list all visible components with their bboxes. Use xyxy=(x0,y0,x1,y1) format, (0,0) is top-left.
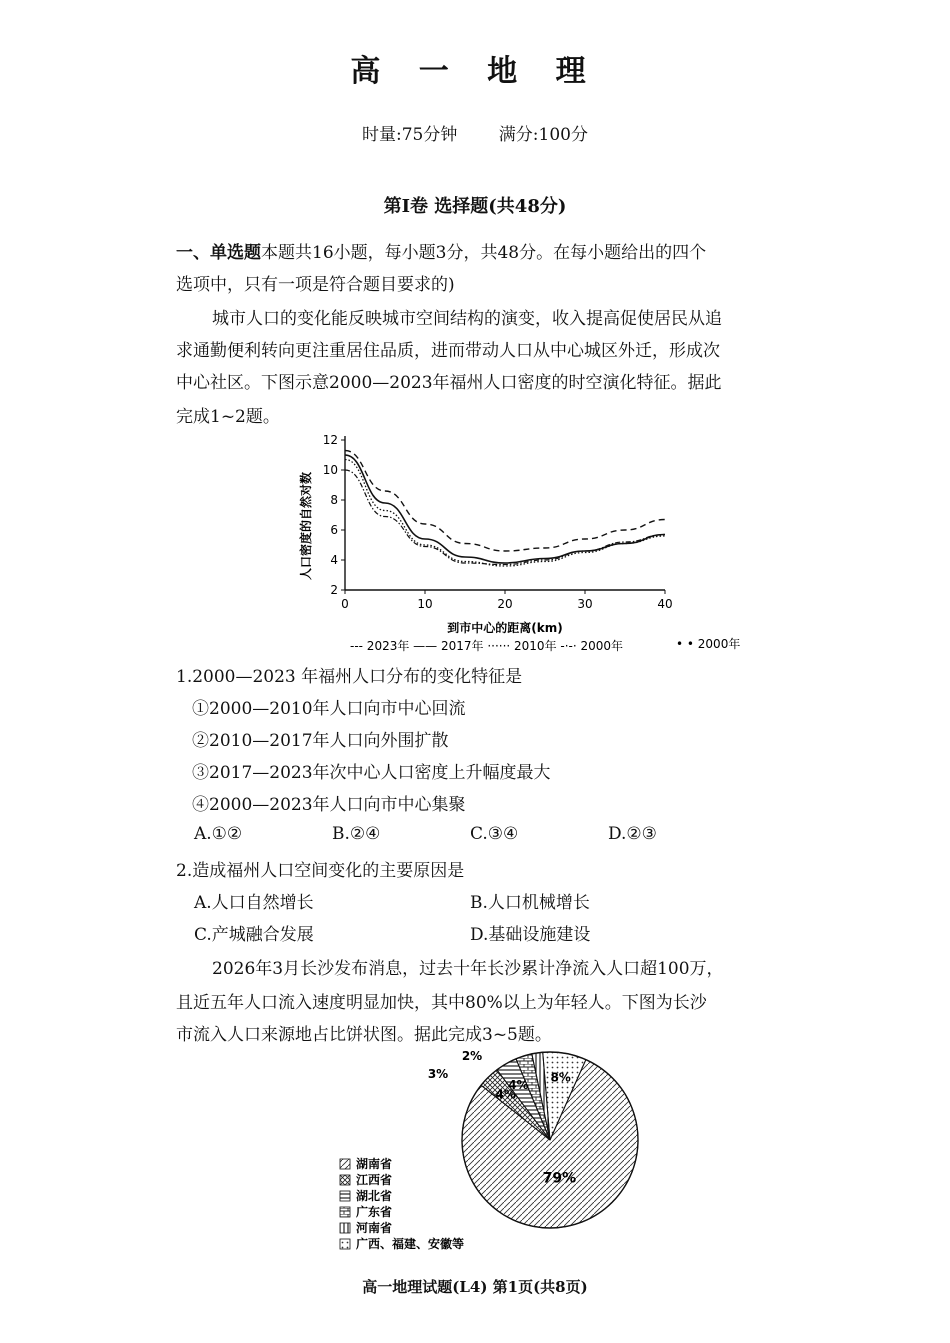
series-line-2023年 xyxy=(345,451,665,552)
instructions-line1 xyxy=(176,238,706,263)
legend-swatch-广西、福建、安徽等 xyxy=(340,1239,350,1249)
legend-label-广东省: 广东省 xyxy=(356,1205,393,1219)
passage1-line3: 中心社区。下图示意2000—2023年福州人口密度的时空演化特征。据此 xyxy=(176,373,722,393)
legend-swatch-河南省 xyxy=(340,1223,350,1233)
pie-label-广东省: 3% xyxy=(427,1067,449,1081)
y-tick-label: 6 xyxy=(330,523,338,537)
legend-label-河南省: 河南省 xyxy=(356,1221,393,1235)
instructions-line2: 选项中，只有一项是符合题目要求的) xyxy=(176,275,455,295)
q1-stem: 1.2000—2023 年福州人口分布的变化特征是 xyxy=(176,667,523,687)
y-tick-label: 8 xyxy=(330,493,338,507)
q1-item-4: ④2000—2023年人口向市中心集聚 xyxy=(192,795,466,815)
passage1-line4: 完成1~2题。 xyxy=(176,407,280,427)
y-tick-label: 10 xyxy=(322,463,338,477)
legend-swatch-湖南省 xyxy=(340,1159,350,1169)
passage2-line2: 且近五年人口流入速度明显加快，其中80%以上为年轻人。下图为长沙 xyxy=(176,993,707,1013)
pie-label-江西省: 4% xyxy=(495,1087,516,1102)
q1-option-c[interactable]: C.③④ xyxy=(470,824,519,844)
chart-legend: --- 2023年 —— 2017年 ······ 2010年 -·-· 2000年 xyxy=(350,639,624,653)
q2-option-a[interactable]: A.人口自然增长 xyxy=(194,893,314,913)
page-footer: 高一地理试题(L4) 第1页(共8页) xyxy=(362,1278,588,1296)
legend-label-湖南省: 湖南省 xyxy=(356,1157,393,1171)
pie-label-湖北省: 4% xyxy=(508,1078,529,1093)
exam-time: 时量:75分钟 xyxy=(362,125,458,145)
q1-item-2: ②2010—2017年人口向外围扩散 xyxy=(192,731,449,751)
page-title: 高 一 地 理 xyxy=(350,54,600,89)
legend-label-湖北省: 湖北省 xyxy=(356,1189,393,1203)
legend-label-广西、福建、安徽等: 广西、福建、安徽等 xyxy=(356,1237,465,1251)
y-tick-label: 4 xyxy=(330,553,338,567)
x-tick-label: 10 xyxy=(417,597,433,611)
x-tick-label: 30 xyxy=(577,597,593,611)
passage2-line3: 市流入人口来源地占比饼状图。据此完成3~5题。 xyxy=(176,1025,552,1045)
q1-option-b[interactable]: B.②④ xyxy=(332,824,381,844)
exam-meta xyxy=(0,120,950,145)
q1-item-1: ①2000—2010年人口向市中心回流 xyxy=(192,699,466,719)
instructions-rest: 本题共16小题，每小题3分，共48分。在每小题给出的四个 xyxy=(261,243,707,263)
series-line-2010年 xyxy=(345,460,665,567)
pie-label-河南省: 2% xyxy=(461,1049,483,1063)
q1-option-d[interactable]: D.②③ xyxy=(608,824,657,844)
q2-option-c[interactable]: C.产城融合发展 xyxy=(194,925,314,945)
section-title: 第Ⅰ卷 选择题(共48分) xyxy=(383,196,567,217)
y-tick-label: 12 xyxy=(322,433,338,447)
series-line-2017年 xyxy=(345,455,665,563)
passage1-line1: 城市人口的变化能反映城市空间结构的演变，收入提高促使居民从追 xyxy=(212,309,722,329)
y-tick-label: 2 xyxy=(330,583,338,597)
chart-extra-legend: • • 2000年 xyxy=(676,637,741,651)
inflow-pie-chart xyxy=(330,1040,660,1270)
chart-xlabel: 到市中心的距离(km) xyxy=(447,621,563,635)
chart-ylabel: 人口密度的自然对数 xyxy=(299,471,313,581)
q1-option-a[interactable]: A.①② xyxy=(194,824,243,844)
legend-swatch-江西省 xyxy=(340,1175,350,1185)
q2-stem: 2.造成福州人口空间变化的主要原因是 xyxy=(176,861,465,881)
x-tick-label: 20 xyxy=(497,597,513,611)
passage1-line2: 求通勤便利转向更注重居住品质，进而带动人口从中心城区外迁，形成次 xyxy=(176,341,720,361)
pie-label-广西、福建、安徽等: 8% xyxy=(550,1070,571,1085)
pie-label-湖南省: 79% xyxy=(542,1170,577,1187)
legend-label-江西省: 江西省 xyxy=(356,1173,393,1187)
exam-score: 满分:100分 xyxy=(498,125,588,145)
q1-item-3: ③2017—2023年次中心人口密度上升幅度最大 xyxy=(192,763,551,783)
density-line-chart xyxy=(290,428,760,660)
x-tick-label: 0 xyxy=(341,597,349,611)
instructions-bold: 一、单选题 xyxy=(176,243,261,263)
x-tick-label: 40 xyxy=(657,597,673,611)
q2-option-b[interactable]: B.人口机械增长 xyxy=(470,893,590,913)
legend-swatch-湖北省 xyxy=(340,1191,350,1201)
q2-option-d[interactable]: D.基础设施建设 xyxy=(470,925,591,945)
passage2-line1: 2026年3月长沙发布消息，过去十年长沙累计净流入人口超100万， xyxy=(212,959,724,979)
legend-swatch-广东省 xyxy=(340,1207,350,1217)
